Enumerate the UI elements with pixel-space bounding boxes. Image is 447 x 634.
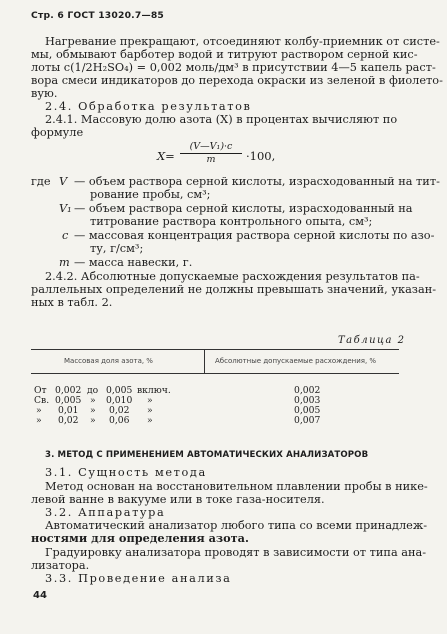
section-3-2-heading: 3.2. Аппаратура [45,506,166,519]
para1-line4: вора смеси индикаторов до перехода окраски из зеленой в фиолето- [31,74,443,87]
table-col1-header: Массовая доля азота, % [64,357,153,365]
section-3-1-line1: Метод основан на восстановительном плавлении пробы в никe- [45,480,428,493]
defs-v-symbol: V [59,175,68,188]
row4-to: 0,06 [109,415,130,426]
row3-value: 0,005 [294,405,321,416]
section-3-1-heading: 3.1. Сущность метода [45,466,207,479]
row3-to: 0,02 [109,405,130,416]
row4-from: 0,02 [58,415,79,426]
section-2-4-2-line1: 2.4.2. Абсолютные допускаемые расхождения результатов па- [45,270,420,283]
defs-v1-line1: — объем раствора серной кислоты, израсходованный на [74,202,413,215]
row1-prefix: От [34,385,47,396]
defs-m-symbol: m [59,256,70,269]
table-top-rule [31,349,399,350]
section-2-4-2-line3: ных в табл. 2. [31,296,113,309]
defs-v1-line2: титрование раствора контрольного опыта, см³; [90,215,373,228]
para1-line3: лоты c(1/2H₂SO₄) = 0,002 моль/дм³ в присутствии 4—5 капель раст- [31,61,436,74]
row1-value: 0,002 [294,385,321,396]
table-header-divider [204,349,205,373]
defs-c-line1: — массовая концентрация раствора серной кислоты по азо- [74,229,435,242]
section-2-4-heading: 2.4. Обработка результатов [45,100,252,113]
row2-to: 0,010 [106,395,133,406]
row2-incl: » [147,395,153,406]
page-header: Стр. 6 ГОСТ 13020.7—85 [31,10,165,21]
para1-line1: Нагревание прекращают, отсоединяют колбу-приемник от систе- [45,35,440,48]
section-3-1-line2: левой ванне в вакууме или в токе газа-носителя. [31,493,325,506]
row1-to-word: до [87,385,99,396]
defs-c-line2: ту, г/см³; [90,242,144,255]
formula-denominator: m [206,154,216,165]
defs-where: где [31,175,51,188]
table-caption: Таблица 2 [338,335,406,346]
section-2-4-1-line2: формуле [31,126,84,139]
section-3-3-heading: 3.3. Проведение анализа [45,572,232,585]
row1-to: 0,005 [106,385,133,396]
section-3-2-line2: ностями для определения азота. [31,531,249,545]
defs-v-line1: — объем раствора серной кислоты, израсходованный на тит- [74,175,440,188]
row2-prefix: Св. [34,395,50,406]
section-3-2-line4: лизатора. [31,559,90,572]
table-header-rule [31,373,399,374]
formula-fraction [180,141,242,165]
section-2-4-1-line1: 2.4.1. Массовую долю азота (X) в процентах вычисляют по [45,113,398,126]
formula-numerator: (V—V₁)·c [180,141,242,154]
row3-incl: » [147,405,153,416]
row1-from: 0,002 [55,385,82,396]
section-3-2-line1: Автоматический анализатор любого типа со всеми принадлеж- [45,519,428,532]
section-2-4-2-line2: раллельных определений не должны превышать значений, указан- [31,283,437,296]
defs-v-line2: рование пробы, см³; [90,188,211,201]
row4-prefix: » [36,415,42,426]
row4-incl: » [147,415,153,426]
row2-value: 0,003 [294,395,321,406]
row1-incl: включ. [137,385,171,396]
formula-lhs: X= [157,149,175,163]
row2-from: 0,005 [55,395,82,406]
section-3-title: 3. МЕТОД С ПРИМЕНЕНИЕМ АВТОМАТИЧЕСКИХ АНАЛИЗАТОРОВ [45,450,369,460]
defs-m-line: — масса навески, г. [74,256,193,269]
table-col2-header: Абсолютные допускаемые расхождения, % [215,357,377,365]
row3-from: 0,01 [58,405,79,416]
section-3-2-line3: Градуировку анализатора проводят в зависимости от типа ана- [45,546,427,559]
row3-prefix: » [36,405,42,416]
formula-rhs: ·100, [246,149,276,163]
page-number: 44 [33,590,47,601]
row3-to-word: » [90,405,96,416]
defs-c-symbol: c [62,229,69,242]
para1-line2: мы, обмывают барботер водой и титруют раствором серной кис- [31,48,418,61]
row2-to-word: » [90,395,96,406]
defs-v1-symbol: V₁ [59,202,72,215]
row4-to-word: » [90,415,96,426]
row4-value: 0,007 [294,415,321,426]
para1-line5: вую. [31,87,58,100]
